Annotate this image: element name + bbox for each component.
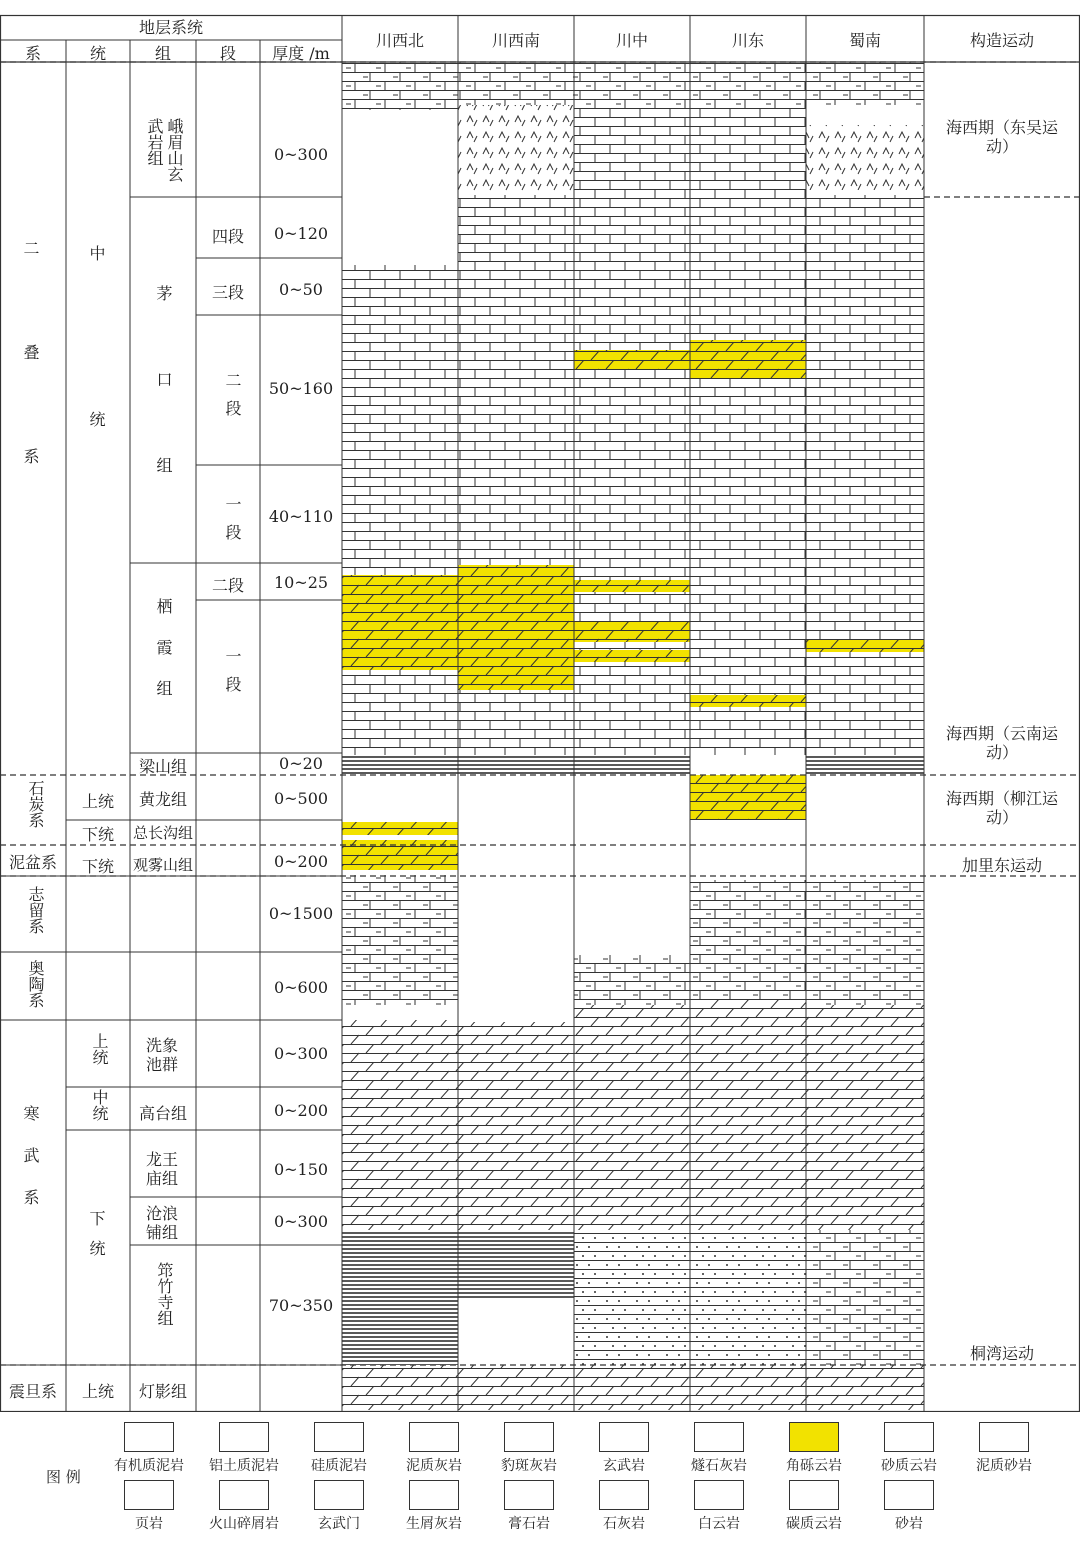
formation-canglangpu: 沧浪铺组	[145, 1204, 178, 1242]
thickness-gaotai: 0~200	[273, 1101, 329, 1120]
thickness-maokou-4: 0~120	[273, 224, 329, 243]
legend-item	[670, 1412, 766, 1472]
legend-label: 泥质灰岩	[406, 1458, 462, 1474]
legend-item	[860, 1412, 956, 1472]
formation-huanglong: 黄龙组	[138, 790, 187, 809]
thickness-maokou-3: 0~50	[279, 280, 323, 299]
legend-label: 有机质泥岩	[114, 1458, 184, 1474]
legend-item	[480, 1470, 576, 1530]
member-maokou-4: 四段	[211, 227, 244, 246]
legend-label: 碳质云岩	[786, 1516, 842, 1532]
tectonic-yunnan: 海西期（云南运动）	[945, 724, 1058, 762]
thickness-qixia-2: 10~25	[273, 573, 329, 592]
series-carb-lower: 下统	[81, 825, 114, 844]
system-silurian: 志留系	[26, 886, 45, 934]
legend-title: 图 例	[46, 1468, 81, 1486]
tectonic-dongwu: 海西期（东吴运动）	[945, 118, 1058, 156]
formation-qixia: 栖霞组	[154, 598, 173, 721]
legend-item	[575, 1412, 671, 1472]
header-group-title: 地层系统	[138, 18, 203, 37]
series-cam-lower: 下统	[87, 1210, 106, 1270]
header-col-thickness: 厚度 /m	[272, 44, 330, 63]
tectonic-tongwan: 桐湾运动	[969, 1344, 1034, 1363]
thickness-liangshan: 0~20	[279, 754, 323, 773]
legend-item	[100, 1412, 196, 1472]
legend	[0, 1412, 1080, 1546]
legend-label: 铝土质泥岩	[209, 1458, 279, 1474]
shale-icon	[124, 1480, 174, 1510]
thickness-ordovician: 0~600	[273, 978, 329, 997]
header-col-formation: 组	[154, 44, 171, 63]
formation-maokou: 茅口组	[154, 285, 173, 543]
basalt-icon	[599, 1422, 649, 1452]
series-sin-upper: 上统	[81, 1382, 114, 1401]
tectonic-liujiang: 海西期（柳江运动）	[945, 789, 1058, 827]
header-tectonic: 构造运动	[969, 31, 1034, 50]
series-cam-middle: 中统	[90, 1089, 109, 1121]
member-maokou-1: 一段	[223, 496, 242, 552]
basalt-gate-icon	[314, 1480, 364, 1510]
pyroclastic-icon	[219, 1480, 269, 1510]
header-region-nw-sichuan: 川西北	[375, 31, 424, 50]
legend-label: 砂岩	[895, 1516, 923, 1532]
argillaceous-sandstone-icon	[979, 1422, 1029, 1452]
system-ordovician: 奥陶系	[26, 960, 45, 1008]
breccia-dolomite-icon	[789, 1422, 839, 1452]
thickness-emeishan: 0~300	[273, 145, 329, 164]
legend-item	[955, 1412, 1051, 1472]
legend-item	[290, 1470, 386, 1530]
chert-limestone-icon	[694, 1422, 744, 1452]
thickness-huanglong: 0~500	[273, 789, 329, 808]
legend-item	[765, 1470, 861, 1530]
header-col-system: 系	[24, 44, 41, 63]
legend-label: 白云岩	[698, 1516, 740, 1532]
tectonic-caledonian: 加里东运动	[961, 856, 1042, 875]
bauxitic-mudstone-icon	[219, 1422, 269, 1452]
system-cambrian: 寒武系	[21, 1105, 40, 1231]
legend-label: 膏石岩	[508, 1516, 550, 1532]
formation-zongchanggou: 总长沟组	[132, 824, 193, 842]
thickness-maokou-1: 40~110	[268, 507, 334, 526]
legend-label: 火山碎屑岩	[209, 1516, 279, 1532]
formation-emeishan: 峨眉山玄武岩组	[145, 118, 184, 182]
thickness-xixiangchi: 0~300	[273, 1044, 329, 1063]
formation-liangshan: 梁山组	[138, 757, 187, 776]
thickness-longwangmiao: 0~150	[273, 1160, 329, 1179]
formation-longwangmiao: 龙王庙组	[145, 1150, 178, 1188]
legend-item	[100, 1470, 196, 1530]
formation-dengying: 灯影组	[138, 1382, 187, 1401]
sandy-dolomite-icon	[884, 1422, 934, 1452]
leopard-limestone-icon	[504, 1422, 554, 1452]
legend-item	[290, 1412, 386, 1472]
member-maokou-2: 二段	[223, 372, 242, 428]
header-region-east-sichuan: 川东	[731, 31, 764, 50]
legend-label: 玄武门	[318, 1516, 360, 1532]
legend-item	[860, 1470, 956, 1530]
bioclastic-limestone-icon	[409, 1480, 459, 1510]
legend-label: 豹斑灰岩	[501, 1458, 557, 1474]
legend-item	[480, 1412, 576, 1472]
gypsum-icon	[504, 1480, 554, 1510]
dolomite-icon	[694, 1480, 744, 1510]
header-region-sw-sichuan: 川西南	[491, 31, 540, 50]
legend-label: 泥质砂岩	[976, 1458, 1032, 1474]
legend-label: 硅质泥岩	[311, 1458, 367, 1474]
formation-gaotai: 高台组	[138, 1104, 187, 1123]
legend-label: 生屑灰岩	[406, 1516, 462, 1532]
legend-item	[385, 1470, 481, 1530]
legend-label: 石灰岩	[603, 1516, 645, 1532]
sandstone-icon	[884, 1480, 934, 1510]
thickness-qiongzhusi: 70~350	[268, 1296, 334, 1315]
legend-item	[195, 1470, 291, 1530]
formation-qiongzhusi: 筇竹寺组	[155, 1262, 174, 1326]
thickness-silurian: 0~1500	[268, 904, 334, 923]
member-maokou-3: 三段	[211, 283, 244, 302]
legend-label: 玄武岩	[603, 1458, 645, 1474]
member-qixia-2: 二段	[211, 576, 244, 595]
carbonaceous-dolomite-icon	[789, 1480, 839, 1510]
legend-label: 砂质云岩	[881, 1458, 937, 1474]
header-region-central-sichuan: 川中	[615, 31, 648, 50]
legend-item	[385, 1412, 481, 1472]
system-sinian: 震旦系	[8, 1382, 57, 1401]
series-dev-lower: 下统	[81, 857, 114, 876]
header-col-member: 段	[219, 44, 236, 63]
thickness-maokou-2: 50~160	[268, 379, 334, 398]
legend-item	[765, 1412, 861, 1472]
argillaceous-limestone-icon	[409, 1422, 459, 1452]
formation-guanwushan: 观雾山组	[132, 856, 193, 874]
limestone-icon	[599, 1480, 649, 1510]
thickness-guanwushan: 0~200	[273, 852, 329, 871]
siliceous-mudstone-icon	[314, 1422, 364, 1452]
system-permian: 二叠系	[21, 240, 40, 552]
organic-mudstone-icon	[124, 1422, 174, 1452]
system-carboniferous: 石炭系	[26, 780, 45, 828]
header-region-south-sichuan: 蜀南	[848, 31, 881, 50]
legend-label: 页岩	[135, 1516, 163, 1532]
member-qixia-1: 一段	[223, 648, 242, 704]
legend-item	[575, 1470, 671, 1530]
series-carb-upper: 上统	[81, 792, 114, 811]
series-permian-middle: 中统	[87, 245, 106, 577]
legend-label: 燧石灰岩	[691, 1458, 747, 1474]
legend-label: 角砾云岩	[786, 1458, 842, 1474]
legend-item	[670, 1470, 766, 1530]
thickness-canglangpu: 0~300	[273, 1212, 329, 1231]
formation-xixiangchi: 洗象池群	[145, 1036, 178, 1074]
system-devonian: 泥盆系	[8, 853, 57, 872]
legend-item	[195, 1412, 291, 1472]
header-col-series: 统	[89, 44, 106, 63]
series-cam-upper: 上统	[90, 1033, 109, 1065]
